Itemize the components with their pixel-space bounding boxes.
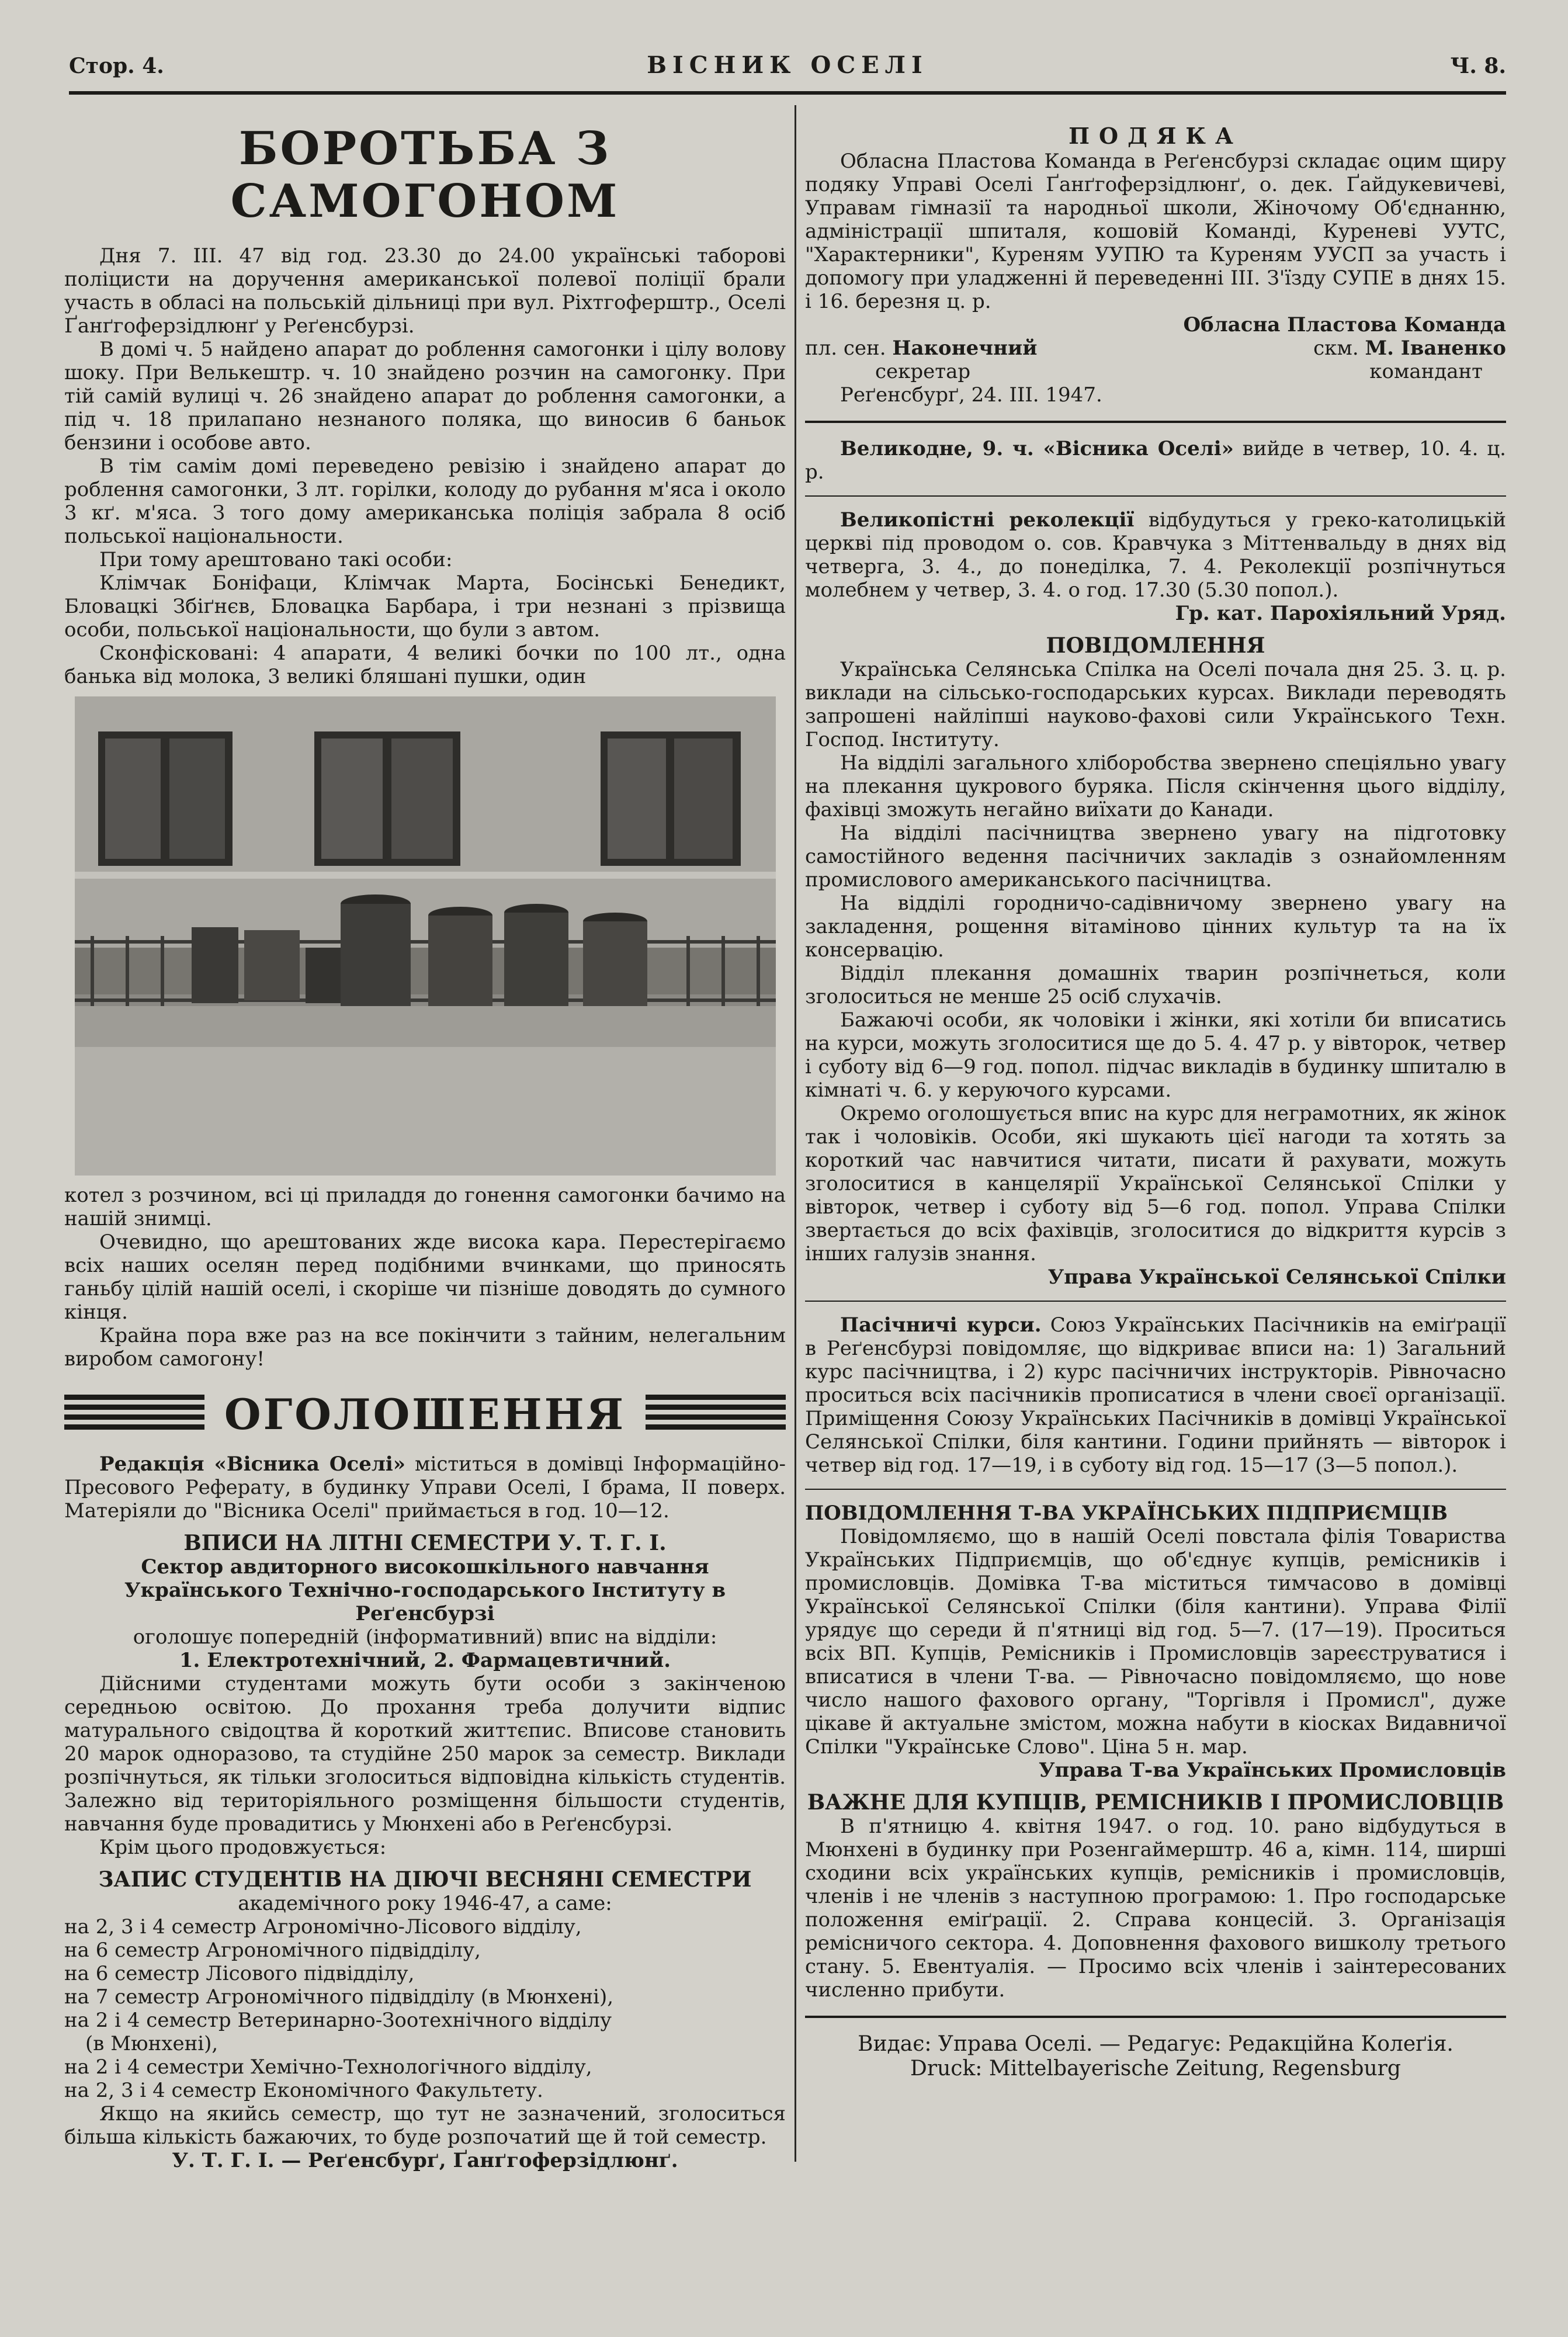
signature-rank: пл. сен. [805,337,886,360]
article-paragraph: Дня 7. ІІІ. 47 від год. 23.30 до 24.00 українські таборові поліцисти на доручення американської полевої поліції брали участь в обласі на польській дільниці при вул. Ріхтгоферштр., Оселі Ґанґгоферзідлюнґ у Реґенсбурзі. [64,244,786,338]
signature-role: секретар [875,360,971,383]
easter-lead: Великодне, 9. ч. «Вісника Оселі» [840,437,1234,460]
entrepreneurs-signature: Управа Т-ва Українських Промисловців [1038,1759,1506,1782]
notice-paragraph: Бажаючі особи, як чоловіки і жінки, які хотіли би вписатись на курси, можуть зголоситися ще до 5. 4. 47 р. у вівторок, четвер і суботу від 6—9 год. попол. підчас викладів в будинку шпиталю в кімнаті ч. 6. у керуючого курсами. [805,1008,1506,1102]
enrollment-paragraph: Крім цього продовжується: [99,1836,387,1859]
entrepreneurs-paragraph: Повідомляємо, що в нашій Оселі повстала філія Товариства Українських Підприємців, що об'єднує купців, ремісників і промисловців. Домівка Т-ва міститься тимчасово в домівці Української Селянської Спілки (біля кантини). Управа Філії урядує що середи й п'ятниці від год. 5—7. (17—19). Проситься всіх ВП. Купців, Ремісників і Промисловців зареєструватися і вписатися в члени Т-ва. — Рівночасно повідомляємо, що нове число нашого фахового органу, "Торгівля і Промисл", дуже цікаве й актуальне змістом, можна набути в кіосках Видавничої Спілки "Українське Слово". Ціна 5 н. мар. [805,1525,1506,1759]
article-paragraph: котел з розчином, всі ці приладдя до гонення самогонки бачимо на нашій знимці. [64,1184,786,1230]
decorative-bars [646,1395,786,1433]
notice-paragraph: На відділі пасічництва звернено увагу на підготовку самостійного ведення пасічничих закладів з ознайомленням промислового американського пасічництва. [805,821,1506,892]
notice-heading: ПОВІДОМЛЕННЯ [1046,633,1265,658]
enrollment-paragraph: Дійсними студентами можуть бути особи з закінченою середньою освітою. До прохання треба долучити відпис матуральнoго свідоцтва й короткий життєпис. Вписове становить 20 марок одноразово, та студійне 250 марок за семестр. Виклади розпічнуться, як тільки зголоситься відповідна кількість студентів. Залежно від територіяльного розміщення більшости студентів, навчання буде провадитись у Мюнхені або в Реґенсбурзі. [64,1672,786,1836]
signature-role: командант [1369,360,1483,383]
registration-signature: У. Т. Г. І. — Реґенсбурґ, Ґанґгоферзідлюнґ. [172,2149,678,2172]
right-column [805,105,1506,2337]
notice-paragraph: На відділі городничо-садівничому звернено увагу на закладення, рощення вітаміново цінних культур та на їх консервацію. [805,892,1506,962]
announcements-title: ОГОЛОШЕННЯ [224,1389,626,1439]
easter-text: вийде в четвер, 10. 4. ц. р. [805,437,1506,484]
issue-number: Ч. 8. [1450,54,1506,78]
semester-list [64,1915,786,2102]
decorative-bars [64,1395,204,1433]
list-item: на 2, 3 і 4 семестр Економічного Факультету. [64,2079,543,2102]
page-number: Стор. 4. [69,54,164,78]
editorial-notice [64,1452,786,1523]
signature-rank: скм. [1313,337,1359,360]
column-divider [795,105,796,2162]
article-paragraph: Крайна пора вже раз на все покінчити з тайним, нелегальним виробом самогону! [64,1324,786,1371]
beekeeping-lead: Пасічничі курси. [840,1313,1042,1337]
list-item: на 7 семестр Агрономічного підвідділу (в Мюнхені), [64,1985,614,2009]
list-item: (в Мюнхені), [85,2032,218,2055]
registration-paragraph: Якщо на якийсь семестр, що тут не зазначений, зголоситься більша кількість бажаючих, то буде розпочатий ще й той семестр. [64,2102,786,2149]
list-item: на 2 і 4 семестр Ветеринарно-Зоотехнічного відділу [64,2009,612,2032]
enrollment-subheading: Сектор авдиторного високошкільного навчання Українського Технічно-господарського Інституту в Реґенсбурзі [124,1555,726,1625]
article-paragraph: В тім самім домі переведено ревізію і знайдено апарат до роблення самогонки, 3 лт. горілки, колоду до рубання м'яса і около 3 кґ. м'яса. З того дому американська поліція забрала 8 осіб польської національности. [64,455,786,548]
notice-paragraph: Окремо оголошується впис на курс для неграмотних, як жінок так і чоловіків. Особи, які шукають цієї нагоди та хотять за короткий час навчитися читати, писати й рахувати, можуть зголоситися в канцелярії Української Селянської Спілки у вівторок, четвер і суботу від 5—6 год. попол. Управа Спілки звертається до всіх фахівців, зголоситися до відкриття курсів з інших галузів знання. [805,1102,1506,1265]
section-rule [805,495,1506,497]
enrollment-intro: оголошує попередній (інформативний) впис на відділи: [133,1625,717,1649]
newspaper-title: ВІСНИК ОСЕЛІ [647,51,928,79]
imprint-printer: Druck: Mittelbayerische Zeitung, Regensburg [910,2057,1401,2081]
beekeeping-text: Союз Українських Пасічників на еміґрації в Реґенсбурзі повідомляє, що відкриває вписи на: 1) Загальний курс пасічництва, і 2) курс пасічничих інструкторів. Рівночасно проситься всіх пасічників прописатися в члени своєї організації. Приміщення Союзу Українських Пасічників в домівці Української Селянської Спілки, біля кантини. Години прийнять — вівторок і четвер від год. 17—19, і в суботу від год. 15—17 (3—5 попол.). [805,1313,1506,1477]
merchants-heading: ВАЖНЕ ДЛЯ КУПЦІВ, РЕМІСНИКІВ І ПРОМИСЛОВЦІВ [807,1790,1504,1815]
notice-paragraph: На відділі загального хліборобства звернено спеціяльно увагу на плекання цукрового буряка. Після скінчення цього відділу, фахівці зможуть негайно виїхати до Канади. [805,751,1506,821]
article-paragraph: Очевидно, що арештованих жде висока кара. Перестерігаємо всіх наших оселян перед подібними вчинками, що приносять ганьбу цілій нашій оселі, і скоріше чи пізніше доводять до сумного кінця. [64,1230,786,1324]
thanks-heading: ПОДЯКА [1069,123,1243,149]
section-rule [805,1301,1506,1302]
list-item: на 2, 3 і 4 семестр Агрономічно-Лісового відділу, [64,1915,582,1939]
enrollment-heading: ВПИСИ НА ЛІТНІ СЕМЕСТРИ У. Т. Г. І. [183,1531,667,1555]
list-item: на 2 і 4 семестри Хемічно-Технологічного відділу, [64,2055,592,2079]
signature-name: М. Іваненко [1365,337,1506,360]
section-rule [805,1489,1506,1490]
left-column [64,105,786,2337]
thanks-text: Обласна Пластова Команда в Реґенсбурзі складає оцим щиру подяку Управі Оселі Ґанґгоферзідлюнґ, о. дек. Ґайдукевичеві, Управам гімназії та народньої школи, Жіночому Об'єднанню, адміністрації шпиталя, кошовій Команді, Куреневі УУТС, "Характерники", Куреням УУПЮ та Куреням УУСП за участь і допомогу при уладженні й переведенні ІІІ. З'їзду СУПЕ в днях 15. і 16. березня ц. р. [805,150,1506,313]
imprint-rule [805,2016,1506,2018]
article-paragraph: Сконфісковані: 4 апарати, 4 великі бочки по 100 лт., одна банька від молока, 3 великі бляшані пушки, один [64,642,786,688]
section-rule [805,421,1506,423]
registration-heading: ЗАПИС СТУДЕНТІВ НА ДІЮЧІ ВЕСНЯНІ СЕМЕСТРИ [98,1867,752,1892]
retreat-text: відбудуться у греко-католицькій церкві під проводом о. сов. Кравчука з Міттенвальду в днях від четверга, 3. 4., до понеділка, 7. 4. Реколекції розпічнуться молебнем у четвер, 3. 4. о год. 17.30 (5.30 попол.). [805,508,1506,602]
article-photo [75,696,776,1176]
easter-notice [805,437,1506,484]
thanks-date: Реґенсбурґ, 24. ІІІ. 1947. [840,383,1102,407]
merchants-paragraph: В п'ятницю 4. квітня 1947. о год. 10. рано відбудуться в Мюнхені в будинку при Розенгаймерштр. 46 а, кімн. 114, ширші сходини всіх українських купців, ремісників і промисловців, членів і не членів з наступною програмою: 1. Про господарське положення еміґрації. 2. Справа концесій. 3. Організація ремісничого сектора. 4. Доповнення фахового вишколу третього стану. 5. Евентуалія. — Просимо всіх членів і заінтересованих численно прибути. [805,1815,1506,2002]
article-headline: БОРОТЬБА З САМОГОНОМ [230,122,620,228]
notice-paragraph: Відділ плекання домашніх тварин розпічнеться, коли зголоситься не менше 25 осіб слухачів. [805,962,1506,1008]
photo-confiscated-stills [75,696,776,1176]
signature-right [1313,337,1506,360]
imprint-publisher: Видає: Управа Оселі. — Редагує: Редакційна Колеґія. [858,2032,1453,2056]
registration-subheading: академічного року 1946-47, а саме: [238,1892,612,1915]
list-item: на 6 семестр Агрономічного підвідділу, [64,1939,481,1962]
announcements-header [64,1391,786,1437]
retreat-notice [805,508,1506,602]
retreat-lead: Великопістні реколекції [840,508,1135,532]
thanks-roles [805,360,1506,383]
notice-paragraph: Українська Селянська Спілка на Оселі почала дня 25. 3. ц. р. виклади на сільсько-господарських курсах. Виклади переводять запрошені найліпші науково-фахові сили Українського Техн. Господ. Інституту. [805,658,1506,751]
article-paragraph: Клімчак Боніфаци, Клімчак Марта, Босінські Бенедикт, Бловацкі Збіґнєв, Бловацка Барбара, і три незнані з прізвища особи, польської національности, що були з автом. [64,571,786,642]
notice-signature: Управа Української Селянської Спілки [1047,1265,1506,1289]
entrepreneurs-heading: ПОВІДОМЛЕННЯ Т-ВА УКРАЇНСЬКИХ ПІДПРИЄМЦІВ [805,1502,1448,1525]
enrollment-departments: 1. Електротехнічний, 2. Фармацевтичний. [179,1649,671,1672]
signature-name: Наконечний [892,337,1038,360]
editorial-lead: Редакція «Вісника Оселі» [99,1452,406,1476]
running-head [69,48,1506,89]
retreat-signature: Гр. кат. Парохіяльний Уряд. [1175,602,1506,625]
article-paragraph: При тому арештовано такі особи: [99,548,453,571]
beekeeping-notice [805,1313,1506,1477]
thanks-signatures [805,337,1506,360]
article-paragraph: В домі ч. 5 найдено апарат до роблення самогонки і цілу воловy шоку. При Велькештр. ч. 10 знайдено розчин на самогонку. При тій самій вулиці ч. 26 знайдено апарат до роблення самогонки, а під ч. 18 прилапано незнаного поляка, що виносив 6 баньок бензини і особове авто. [64,338,786,455]
editorial-text: міститься в домівці Інформаційно-Пресового Реферату, в будинку Управи Оселі, І брама, ІІ поверх. Матеріяли до "Вісника Оселі" приймається в год. 10—12. [64,1452,786,1523]
thanks-organization: Обласна Пластова Команда [1183,313,1506,337]
signature-left [805,337,1037,360]
header-rule [69,91,1506,95]
list-item: на 6 семестр Лісового підвідділу, [64,1962,415,1985]
